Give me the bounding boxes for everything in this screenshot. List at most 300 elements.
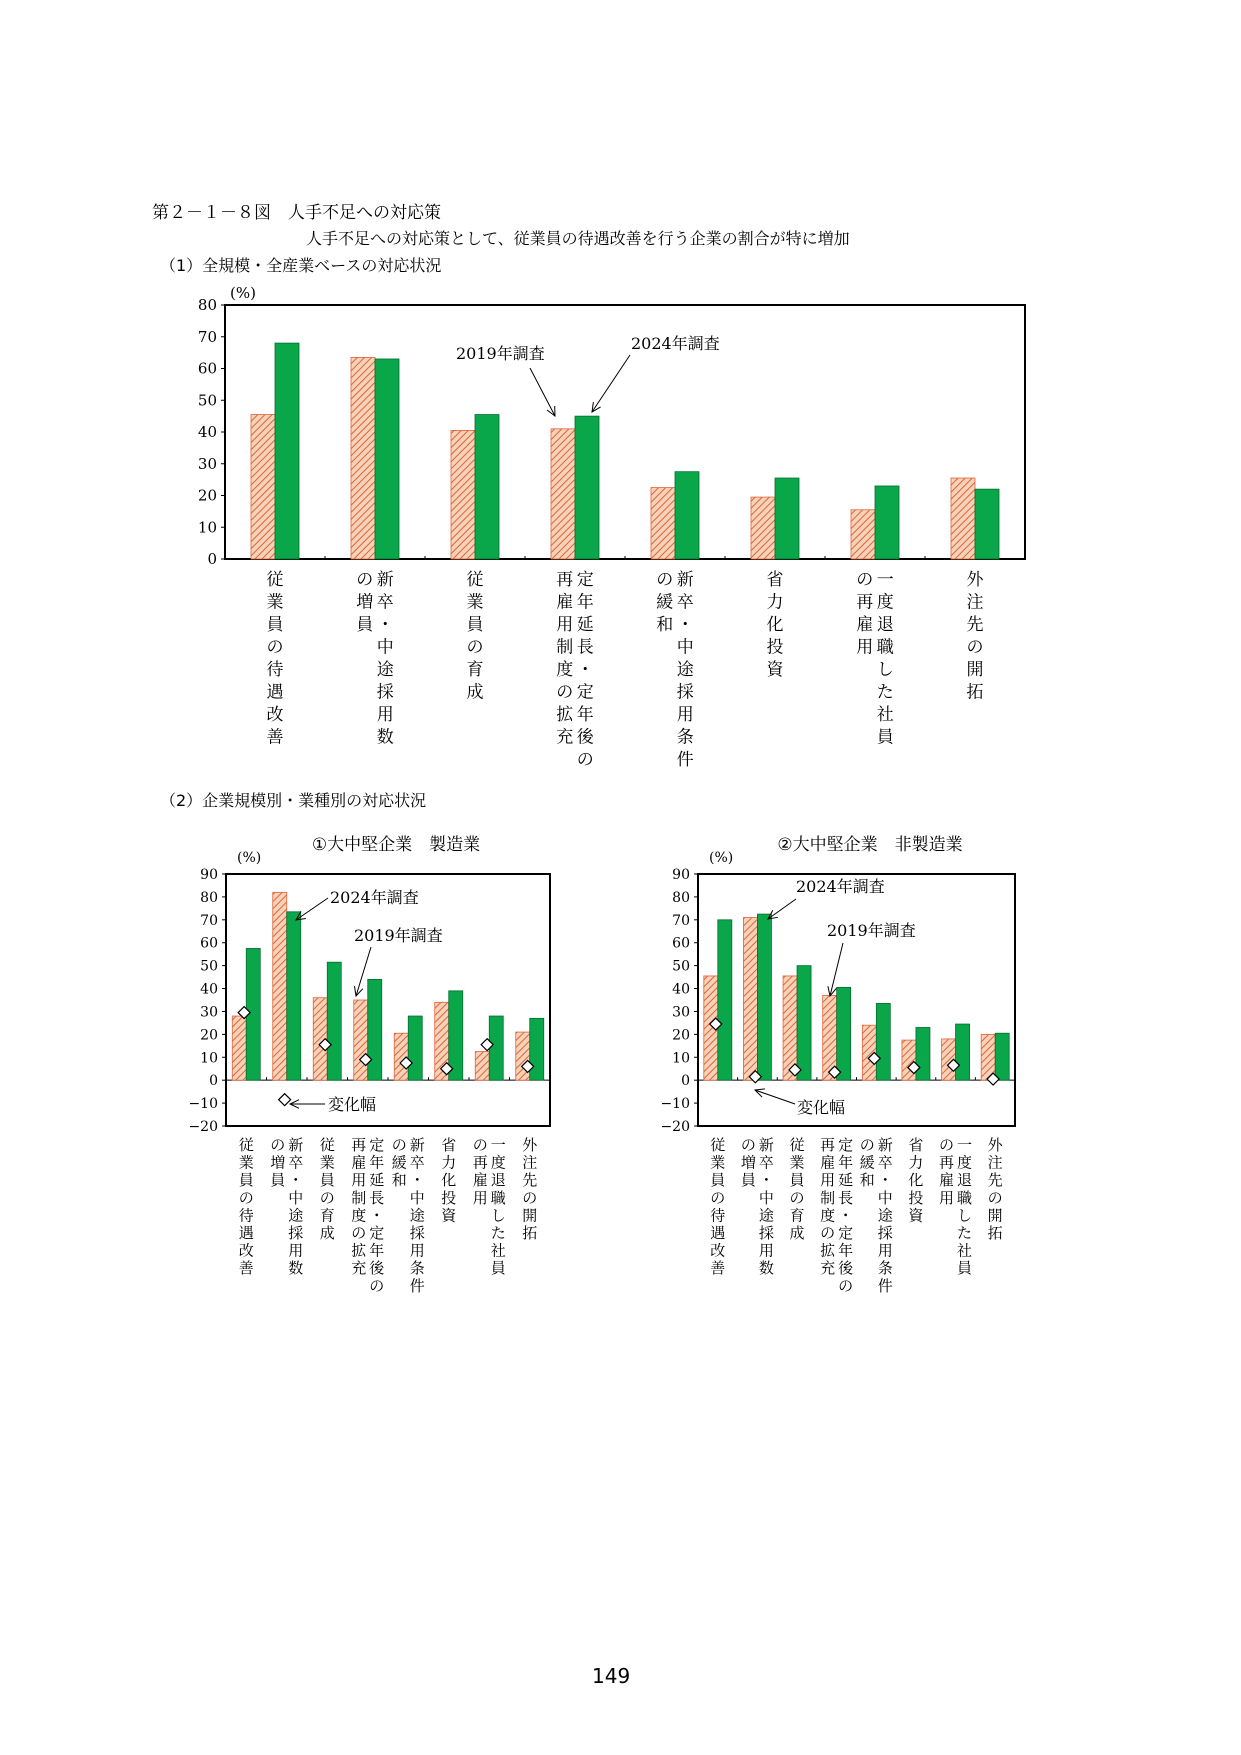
chart1-x-label-char: 雇 <box>556 592 574 613</box>
chart3-x-label-char: 度 <box>820 1206 836 1225</box>
chart3-x-label-char: 長 <box>838 1188 854 1207</box>
chart1-bar-2019 <box>551 429 575 559</box>
chart3-y-tick-label: 80 <box>672 889 690 906</box>
chart1-y-tick-label: 20 <box>197 486 217 505</box>
figure-title: 第２－１－８図 人手不足への対応策 <box>152 203 441 223</box>
chart2-x-label-char: 採 <box>409 1224 425 1242</box>
chart1-y-tick-label: 50 <box>197 391 217 410</box>
chart2-x-label-char: 定 <box>369 1224 385 1242</box>
chart2-bar-2019 <box>273 892 287 1080</box>
chart1-y-tick-label: 60 <box>197 359 217 378</box>
chart1-x-label-char: た <box>876 682 894 703</box>
chart1-bar-2024 <box>875 486 899 559</box>
chart3-y-tick-label: 40 <box>672 981 690 998</box>
chart1-x-label-char: し <box>876 660 894 680</box>
chart1-annotation-2024: 2024年調査 <box>631 334 720 353</box>
chart3-x-label-char: 充 <box>820 1259 836 1278</box>
chart3-annotation-change: 変化幅 <box>797 1098 846 1117</box>
chart2-x-label-char: 用 <box>409 1241 425 1260</box>
chart3-x-label-char: 遇 <box>710 1224 726 1242</box>
chart1-bar-2024 <box>675 472 699 559</box>
chart1-x-label-char: 和 <box>656 615 674 635</box>
chart1-x-label-char: 用 <box>556 615 574 635</box>
chart2-x-label-char: 度 <box>351 1206 367 1225</box>
chart1-bar-2024 <box>475 415 499 559</box>
chart1-annotation-2019: 2019年調査 <box>456 344 545 363</box>
chart2-x-label-char: 度 <box>490 1153 506 1172</box>
chart3-x-label-char: 年 <box>838 1153 854 1172</box>
chart1-x-label-char: 員 <box>356 615 374 635</box>
chart3-y-tick-label: 20 <box>672 1027 690 1044</box>
chart3-x-label-char: ･ <box>762 1171 771 1190</box>
chart3-y-tick-label: −20 <box>660 1119 690 1135</box>
chart3-x-label-char: 従 <box>710 1136 726 1154</box>
chart2-x-label-char: 成 <box>319 1224 335 1242</box>
chart1-x-label-char: 緩 <box>656 592 674 613</box>
chart1-x-label-char: 長 <box>576 637 594 658</box>
chart1-x-label-char: 業 <box>266 592 284 613</box>
chart2-y-tick-label: 20 <box>200 1027 218 1044</box>
chart3-x-label-char: 用 <box>939 1188 955 1207</box>
chart3-x-label-char: 力 <box>908 1153 924 1172</box>
chart1-x-label-char: 力 <box>766 592 784 613</box>
chart1-x-label-char: 注 <box>966 592 984 613</box>
chart2-bar-2024 <box>287 912 301 1080</box>
chart3-x-label-char: 一 <box>957 1136 973 1154</box>
chart1-x-label-char: の <box>856 570 874 590</box>
chart1-x-label-char: ・ <box>376 615 394 635</box>
chart1-x-label-char: 従 <box>466 570 484 590</box>
chart2-arrow-2024-line <box>296 898 328 920</box>
chart3-x-label-char: の <box>939 1136 955 1154</box>
chart1-x-label-char: 員 <box>266 615 284 635</box>
chart3-x-label-char: 新 <box>877 1136 893 1154</box>
chart1-x-label-char: 件 <box>676 750 694 770</box>
chart2-bar-2024 <box>530 1018 544 1080</box>
chart2-x-label-char: の <box>522 1188 538 1207</box>
chart2-bar-2024 <box>408 1016 422 1080</box>
chart1-y-tick-label: 70 <box>197 327 217 346</box>
chart3-x-label-char: 従 <box>789 1136 805 1154</box>
chart3-x-label-char: 和 <box>859 1171 875 1190</box>
chart2-x-label-char: 和 <box>391 1171 407 1190</box>
chart3-x-label-char: 再 <box>939 1153 955 1172</box>
chart1-x-label-char: 条 <box>676 727 694 748</box>
chart3-x-label-char: 再 <box>820 1136 836 1154</box>
chart3-bar-2024 <box>718 920 732 1080</box>
chart3-x-label-char: の <box>987 1188 1003 1207</box>
chart1-x-label-char: 中 <box>376 637 394 658</box>
chart3-x-label-char: 員 <box>789 1171 805 1190</box>
chart1-x-label-char: の <box>356 570 374 590</box>
chart1-y-tick-label: 40 <box>197 423 217 441</box>
chart2-bar-2024 <box>327 962 341 1080</box>
chart2-y-tick-label: 10 <box>200 1050 218 1067</box>
chart3-x-label-char: 育 <box>789 1206 805 1225</box>
chart3-y-tick-label: 0 <box>681 1073 690 1090</box>
chart3-x-label-char: 員 <box>957 1259 973 1278</box>
chart2-x-label-char: 途 <box>288 1206 304 1225</box>
chart2-x-label-char: 用 <box>351 1171 367 1190</box>
chart1-bar-2024 <box>375 359 399 559</box>
chart1-x-label-char: 社 <box>876 705 894 725</box>
chart3-x-label-char: 開 <box>987 1206 1003 1225</box>
chart2-x-label-char: 採 <box>288 1224 304 1242</box>
chart2-annotation-2019: 2019年調査 <box>354 926 443 945</box>
chart1-x-label-char: 拓 <box>966 682 984 703</box>
chart2-annotation-2024: 2024年調査 <box>330 888 419 907</box>
chart1-x-label-char: 業 <box>466 592 484 613</box>
chart3-x-label-char: の <box>710 1188 726 1207</box>
chart2-x-label-char: の <box>270 1136 286 1154</box>
chart3-y-tick-label: 60 <box>672 935 690 952</box>
chart2-x-label-char: 待 <box>238 1206 254 1225</box>
chart1-x-label-char: 延 <box>576 615 594 635</box>
chart2-x-label-char: 条 <box>409 1259 425 1278</box>
chart3-x-label-char: 職 <box>957 1188 973 1207</box>
chart2-x-label-char: 従 <box>319 1136 335 1154</box>
chart2-y-unit: (%) <box>237 850 262 866</box>
chart1-x-label-char: 先 <box>966 615 984 635</box>
chart3-y-tick-label: 70 <box>672 912 690 929</box>
chart3-x-label-char: 用 <box>820 1171 836 1190</box>
page-number: 149 <box>592 1664 631 1688</box>
chart2-x-label-char: 途 <box>409 1206 425 1225</box>
chart2-x-label-char: ･ <box>413 1171 422 1190</box>
chart1-x-label-char: 省 <box>766 570 784 590</box>
chart1-x-label-char: 採 <box>376 682 394 703</box>
chart3-x-label-char: 業 <box>789 1153 805 1172</box>
chart3-x-label-char: 雇 <box>820 1153 836 1172</box>
chart2-bar-2024 <box>368 979 382 1080</box>
chart1-x-label-char: 従 <box>266 570 284 590</box>
chart3-annotation-2019: 2019年調査 <box>827 921 916 940</box>
chart2-x-label-char: ･ <box>372 1206 381 1225</box>
section1-heading: （1）全規模・全産業ベースの対応状況 <box>160 256 442 275</box>
chart3-y-unit: (%) <box>709 850 734 866</box>
chart3-x-label-char: 善 <box>710 1259 726 1278</box>
chart2-bar-2024 <box>489 1016 503 1080</box>
chart3-x-label-char: 中 <box>758 1188 774 1207</box>
chart2-x-label-char: 定 <box>369 1136 385 1154</box>
chart3-x-label-char: 外 <box>987 1136 1003 1154</box>
chart2-x-label-char: 力 <box>441 1153 457 1172</box>
chart2-x-label-char: 育 <box>319 1206 335 1225</box>
chart3-x-label-char: 定 <box>838 1224 854 1242</box>
chart1-x-label-char: 開 <box>966 660 984 680</box>
chart2-x-label-char: 従 <box>238 1136 254 1154</box>
chart1-bar-2019 <box>351 357 375 559</box>
chart1-x-label-char: 拡 <box>556 705 574 725</box>
chart2-y-tick-label: −10 <box>188 1096 218 1113</box>
chart1-bar-2019 <box>451 430 475 559</box>
chart1-x-label-char: 途 <box>376 660 394 680</box>
chart3-bar-2024 <box>797 966 811 1081</box>
chart1-bar-2024 <box>275 343 299 559</box>
chart3-bar-2024 <box>876 1003 890 1080</box>
chart1-x-label-char: 数 <box>376 727 394 748</box>
chart2-x-label-char: 緩 <box>391 1153 407 1172</box>
chart3-x-label-char: し <box>957 1206 973 1225</box>
chart2-x-label-char: ･ <box>291 1171 300 1190</box>
chart3-arrow-2024-line <box>768 899 796 919</box>
chart1-x-label-char: 雇 <box>856 615 874 635</box>
chart3-x-label-char: 投 <box>908 1188 924 1207</box>
chart2-x-label-char: 後 <box>369 1259 385 1278</box>
chart2-x-label-char: 注 <box>522 1153 538 1172</box>
chart1-arrow-2024-line <box>592 355 630 412</box>
chart1-x-label-char: の <box>966 637 984 658</box>
chart1-x-label-char: 年 <box>576 592 594 613</box>
chart2-y-tick-label: 60 <box>200 935 218 952</box>
chart3-x-label-char: 員 <box>710 1171 726 1190</box>
chart3-x-label-char: 員 <box>740 1171 756 1190</box>
chart3-x-label-char: 卒 <box>758 1153 774 1172</box>
chart1-x-label-char: 中 <box>676 637 694 658</box>
chart2-x-label-char: の <box>472 1136 488 1154</box>
chart3-x-label-char: 成 <box>789 1224 805 1242</box>
chart2-x-label-char: 卒 <box>288 1153 304 1172</box>
chart2-x-label-char: 遇 <box>238 1224 254 1242</box>
chart3-x-label-char: 拓 <box>987 1224 1003 1242</box>
chart1-x-label-char: 度 <box>876 592 894 613</box>
chart2-y-tick-label: 50 <box>200 958 218 975</box>
chart2-y-tick-label: −20 <box>188 1119 218 1135</box>
chart3-x-label-char: 先 <box>987 1171 1003 1190</box>
chart1-x-label-char: の <box>466 637 484 658</box>
chart3-bar-2024 <box>757 914 771 1080</box>
chart1-bar-2024 <box>575 416 599 559</box>
chart3-x-label-char: の <box>820 1224 836 1242</box>
chart1-x-label-char: 途 <box>676 660 694 680</box>
chart3-x-label-char: 年 <box>838 1241 854 1260</box>
chart3-bar-2024 <box>916 1027 930 1080</box>
chart2-bar-2019 <box>354 1000 368 1080</box>
chart3-x-label-char: の <box>859 1136 875 1154</box>
chart2-x-label-char: 外 <box>522 1136 538 1154</box>
chart3-x-label-char: の <box>740 1136 756 1154</box>
chart2-x-label-char: の <box>369 1276 385 1295</box>
chart2-x-label-char: 中 <box>288 1188 304 1207</box>
chart2-x-label-char: 化 <box>441 1171 457 1190</box>
chart1-y-tick-label: 30 <box>197 454 217 473</box>
chart1-arrow-2019-line <box>530 368 555 416</box>
chart2-x-label-char: 改 <box>238 1241 254 1260</box>
chart1-x-label-char: 新 <box>676 570 694 590</box>
chart2-y-tick-label: 30 <box>200 1004 218 1021</box>
chart3-x-label-char: ･ <box>881 1171 890 1190</box>
chart1-x-label-char: 遇 <box>266 682 284 703</box>
chart2-x-label-char: 中 <box>409 1188 425 1207</box>
chart2-x-label-char: 用 <box>288 1241 304 1260</box>
chart2-x-label-char: 資 <box>441 1206 457 1225</box>
chart2-x-label-char: 年 <box>369 1241 385 1260</box>
chart3-x-label-char: 新 <box>758 1136 774 1154</box>
chart2-x-label-char: 件 <box>409 1276 425 1295</box>
chart2-x-label-char: 職 <box>490 1188 506 1207</box>
chart3-x-label-char: 業 <box>710 1153 726 1172</box>
chart3-y-tick-label: −10 <box>660 1096 690 1113</box>
chart1-x-label-char: 再 <box>556 570 574 590</box>
chart2-bar-2019 <box>475 1052 489 1081</box>
chart3-x-label-char: 増 <box>740 1153 756 1172</box>
chart1-x-label-char: 定 <box>576 570 594 590</box>
chart1-x-label-char: 善 <box>266 727 284 748</box>
chart1-x-label-char: の <box>266 637 284 658</box>
chart3-x-label-char: 改 <box>710 1241 726 1260</box>
chart2-x-label-char: 退 <box>490 1171 506 1190</box>
chart2-x-label-char: 業 <box>319 1153 335 1172</box>
chart2-x-label-char: 省 <box>441 1136 457 1154</box>
chart2-x-label-char: 雇 <box>351 1153 367 1172</box>
chart3-x-label-char: 定 <box>838 1136 854 1154</box>
chart1-x-label-char: 新 <box>376 570 394 590</box>
chart1-x-label-char: 年 <box>576 705 594 725</box>
chart1-x-label-char: 卒 <box>676 592 694 613</box>
chart1-x-label-char: 用 <box>376 705 394 725</box>
chart1-y-tick-label: 80 <box>197 296 217 314</box>
chart2-x-label-char: 先 <box>522 1171 538 1190</box>
chart2-x-label-char: 投 <box>441 1188 457 1207</box>
chart3-x-label-char: 用 <box>758 1241 774 1260</box>
chart2-y-tick-label: 0 <box>209 1073 218 1090</box>
chart3-x-label-char: 卒 <box>877 1153 893 1172</box>
chart2-y-tick-label: 90 <box>200 867 218 883</box>
chart2-change-marker <box>279 1094 291 1106</box>
chart3-x-label-char: の <box>789 1188 805 1207</box>
section2-heading: （2）企業規模別・業種別の対応状況 <box>160 791 427 810</box>
chart2-x-label-char: 員 <box>270 1171 286 1190</box>
chart2-x-label-char: 卒 <box>409 1153 425 1172</box>
chart3-x-label-char: 採 <box>877 1224 893 1242</box>
chart1-x-label-char: の <box>576 750 594 770</box>
chart3-x-label-char: 中 <box>877 1188 893 1207</box>
chart2-x-label-char: 再 <box>472 1153 488 1172</box>
chart2-x-label-char: 数 <box>288 1259 304 1278</box>
chart3-x-label-char: 後 <box>838 1259 854 1278</box>
chart2-x-label-char: 充 <box>351 1259 367 1278</box>
chart2-x-label-char: の <box>351 1224 367 1242</box>
chart1-frame <box>225 305 1025 559</box>
chart1-x-label-char: 度 <box>556 660 574 680</box>
chart1-bar-2019 <box>951 478 975 559</box>
chart2-x-label-char: の <box>319 1188 335 1207</box>
chart3-x-label-char: 社 <box>957 1241 973 1260</box>
chart3-title: ②大中堅企業 非製造業 <box>777 835 963 855</box>
chart2-x-label-char: 増 <box>270 1153 286 1172</box>
chart1-x-label-char: 卒 <box>376 592 394 613</box>
chart3-bar-2024 <box>837 987 851 1080</box>
chart1-x-label-char: 待 <box>266 660 284 680</box>
chart3-x-label-char: 雇 <box>939 1171 955 1190</box>
chart2-y-tick-label: 80 <box>200 889 218 906</box>
chart1-x-label-char: 用 <box>676 705 694 725</box>
chart1-x-label-char: 資 <box>766 660 784 680</box>
chart1-x-label-char: 採 <box>676 682 694 703</box>
chart1-bar-2019 <box>251 415 275 559</box>
chart2-x-label-char: 雇 <box>472 1171 488 1190</box>
chart1-x-label-char: 制 <box>556 637 574 658</box>
chart1-x-label-char: ・ <box>576 660 594 680</box>
chart2-y-tick-label: 40 <box>200 981 218 998</box>
chart3-x-label-char: 延 <box>838 1171 854 1190</box>
chart1-x-label-char: 化 <box>766 615 784 635</box>
chart1-x-label-char: ・ <box>676 615 694 635</box>
chart3-x-label-char: 資 <box>908 1206 924 1225</box>
chart2-x-label-char: 長 <box>369 1188 385 1207</box>
chart3-x-label-char: 件 <box>877 1276 893 1295</box>
chart3-x-label-char: た <box>957 1224 973 1242</box>
chart2-x-label-char: 業 <box>238 1153 254 1172</box>
chart3-x-label-char: ･ <box>841 1206 850 1225</box>
chart1-bar-2024 <box>775 478 799 559</box>
chart3-bar-2024 <box>956 1024 970 1080</box>
chart1-x-label-char: 用 <box>856 637 874 658</box>
chart3-arrow-change-line <box>755 1090 795 1104</box>
chart3-x-label-char: 待 <box>710 1206 726 1225</box>
chart1-bar-2024 <box>975 489 999 559</box>
chart1-x-label-char: 改 <box>266 705 284 725</box>
chart2-x-label-char: 制 <box>351 1188 367 1207</box>
chart3-y-tick-label: 30 <box>672 1004 690 1021</box>
chart3-x-label-char: 数 <box>758 1259 774 1278</box>
chart1-x-label-char: 投 <box>766 637 784 658</box>
chart3-y-tick-label: 50 <box>672 958 690 975</box>
chart1-bar-2019 <box>651 488 675 559</box>
chart3-x-label-char: 採 <box>758 1224 774 1242</box>
chart3-y-tick-label: 10 <box>672 1050 690 1067</box>
chart3-x-label-char: 途 <box>877 1206 893 1225</box>
chart1-x-label-char: 成 <box>466 682 484 703</box>
chart2-y-tick-label: 70 <box>200 912 218 929</box>
chart2-annotation-change: 変化幅 <box>328 1095 377 1114</box>
chart2-bar-2019 <box>232 1016 246 1080</box>
chart1-x-label-char: の <box>656 570 674 590</box>
chart2-x-label-char: 拡 <box>351 1241 367 1260</box>
chart3-x-label-char: 拡 <box>820 1241 836 1260</box>
chart1-x-label-char: 外 <box>966 570 984 590</box>
chart3-annotation-2024: 2024年調査 <box>796 877 885 896</box>
chart1-x-label-char: 育 <box>466 660 484 680</box>
chart1-x-label-char: 職 <box>876 637 894 658</box>
chart1-y-tick-label: 10 <box>197 518 217 537</box>
chart1-bar-2019 <box>751 497 775 559</box>
chart2-x-label-char: 拓 <box>522 1224 538 1242</box>
chart3-x-label-char: 条 <box>877 1259 893 1278</box>
chart1-x-label-char: の <box>556 682 574 703</box>
chart2-x-label-char: 一 <box>490 1136 506 1154</box>
chart1-bar-2019 <box>851 510 875 559</box>
chart2-x-label-char: 員 <box>238 1171 254 1190</box>
chart1-x-label-char: 一 <box>876 570 894 590</box>
chart3-x-label-char: 注 <box>987 1153 1003 1172</box>
chart1-x-label-char: 員 <box>466 615 484 635</box>
chart3-bar-2019 <box>743 918 757 1081</box>
figure-subtitle: 人手不足への対応策として、従業員の待遇改善を行う企業の割合が特に増加 <box>306 229 850 248</box>
chart2-x-label-char: 延 <box>369 1171 385 1190</box>
chart3-x-label-char: 度 <box>957 1153 973 1172</box>
chart3-x-label-char: 緩 <box>859 1153 875 1172</box>
chart3-bar-2024 <box>995 1033 1009 1080</box>
chart1-y-tick-label: 0 <box>207 550 217 568</box>
chart3-y-tick-label: 90 <box>672 867 690 883</box>
chart2-x-label-char: 善 <box>238 1259 254 1278</box>
chart1-x-label-char: 増 <box>356 592 374 613</box>
chart3-x-label-char: 制 <box>820 1188 836 1207</box>
chart2-x-label-char: た <box>490 1224 506 1242</box>
chart3-x-label-char: 化 <box>908 1171 924 1190</box>
chart2-x-label-char: 年 <box>369 1153 385 1172</box>
